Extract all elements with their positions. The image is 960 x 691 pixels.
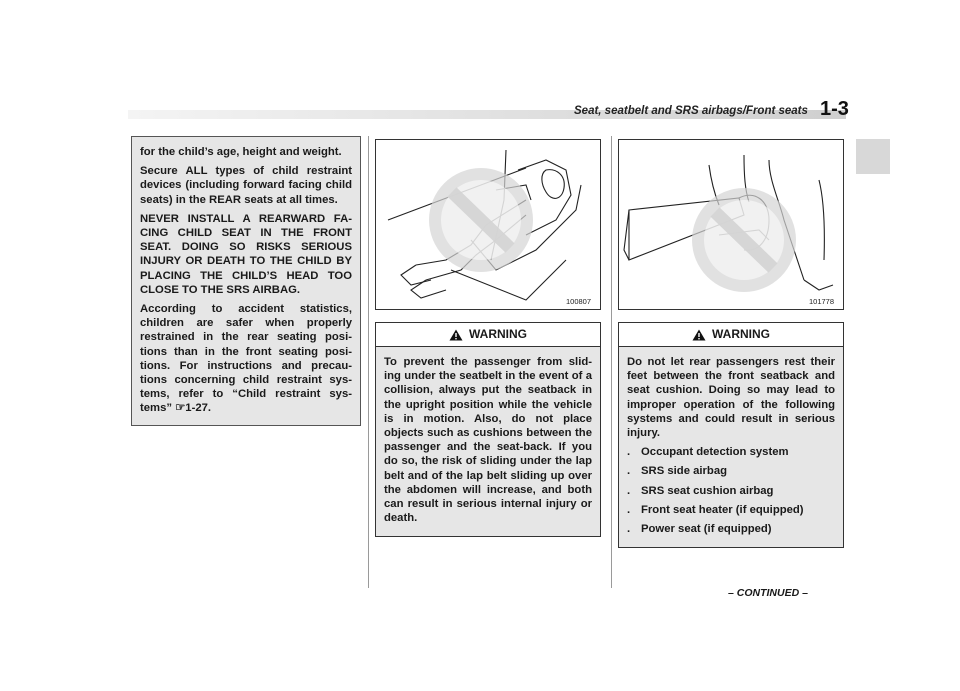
warning-triangle-icon	[449, 329, 463, 341]
list-item: . Front seat heater (if equipped)	[627, 503, 804, 516]
warning-header	[619, 323, 843, 347]
page-number: 1-3	[820, 98, 849, 120]
figure-id: 100807	[566, 297, 592, 306]
warning-triangle-icon	[692, 329, 706, 341]
seatback-warning-box	[375, 322, 601, 537]
chapter-tab	[856, 139, 890, 174]
notice-paragraph: Secure ALL types of child restraint devices (including forward facing child seats) in the REAR seats at all times.	[140, 165, 352, 206]
warning-text: To prevent the passenger from slid-ing under the seatbelt in the event of a collision, always put the seatback in the upright position while the vehicle is in motion. Also, do not place objects such as cushions between the passenger and the seat-back. If you do so, the risk of sliding under the lap belt and of the lap belt sliding up over the abdomen will increase, and both can result in serious internal injury or death.	[384, 356, 592, 525]
bullet-icon: .	[627, 446, 631, 459]
list-item: . Occupant detection system	[627, 446, 789, 459]
reclined-passenger-figure	[375, 139, 601, 310]
child-seat-notice-box	[131, 136, 361, 426]
notice-paragraph: for the child’s age, height and weight.	[140, 146, 342, 158]
warning-body	[376, 347, 600, 536]
warning-heading: WARNING	[469, 327, 527, 342]
warning-header	[376, 323, 600, 347]
rear-passenger-feet-figure	[618, 139, 844, 310]
list-item: . SRS side airbag	[627, 465, 728, 478]
column-divider-right	[611, 136, 612, 588]
notice-paragraph: NEVER INSTALL A REARWARD FA-CING CHILD SEAT IN THE FRONT SEAT. DOING SO RISKS SERIOUS INJURY OR DEATH TO THE CHILD BY PLACING THE CHILD’S HEAD TOO CLOSE TO THE SRS AIRBAG.	[140, 212, 352, 296]
column-divider-left	[368, 136, 369, 588]
rear-feet-warning-box	[618, 322, 844, 548]
figure-id: 101778	[809, 297, 835, 306]
list-item: . Power seat (if equipped)	[627, 523, 772, 536]
bullet-icon: .	[627, 465, 631, 478]
list-item: . SRS seat cushion airbag	[627, 484, 774, 497]
warning-heading: WARNING	[712, 327, 770, 342]
reclined-passenger-illustration	[376, 140, 600, 309]
rear-passenger-feet-illustration	[619, 140, 843, 309]
bullet-icon: .	[627, 523, 631, 536]
warning-body	[619, 347, 843, 547]
bullet-icon: .	[627, 484, 631, 497]
warning-text: Do not let rear passengers rest their feet between the front seatback and seat cushion. Doing so may lead to improper operation of the following systems and could result in serious injury.	[627, 356, 835, 440]
bullet-icon: .	[627, 503, 631, 516]
section-title: Seat, seatbelt and SRS airbags/Front seats	[574, 105, 808, 117]
continued-label: – CONTINUED –	[728, 587, 808, 599]
affected-systems-list	[627, 445, 835, 536]
notice-paragraph: According to accident statistics, children are safer when properly restrained in the rear seating posi-tions than in the front seating posi-tions. For instructions and precau-tions concerning child restraint sys-tems, refer to “Child restraint sys-tems” ☞1-27.	[140, 303, 352, 415]
